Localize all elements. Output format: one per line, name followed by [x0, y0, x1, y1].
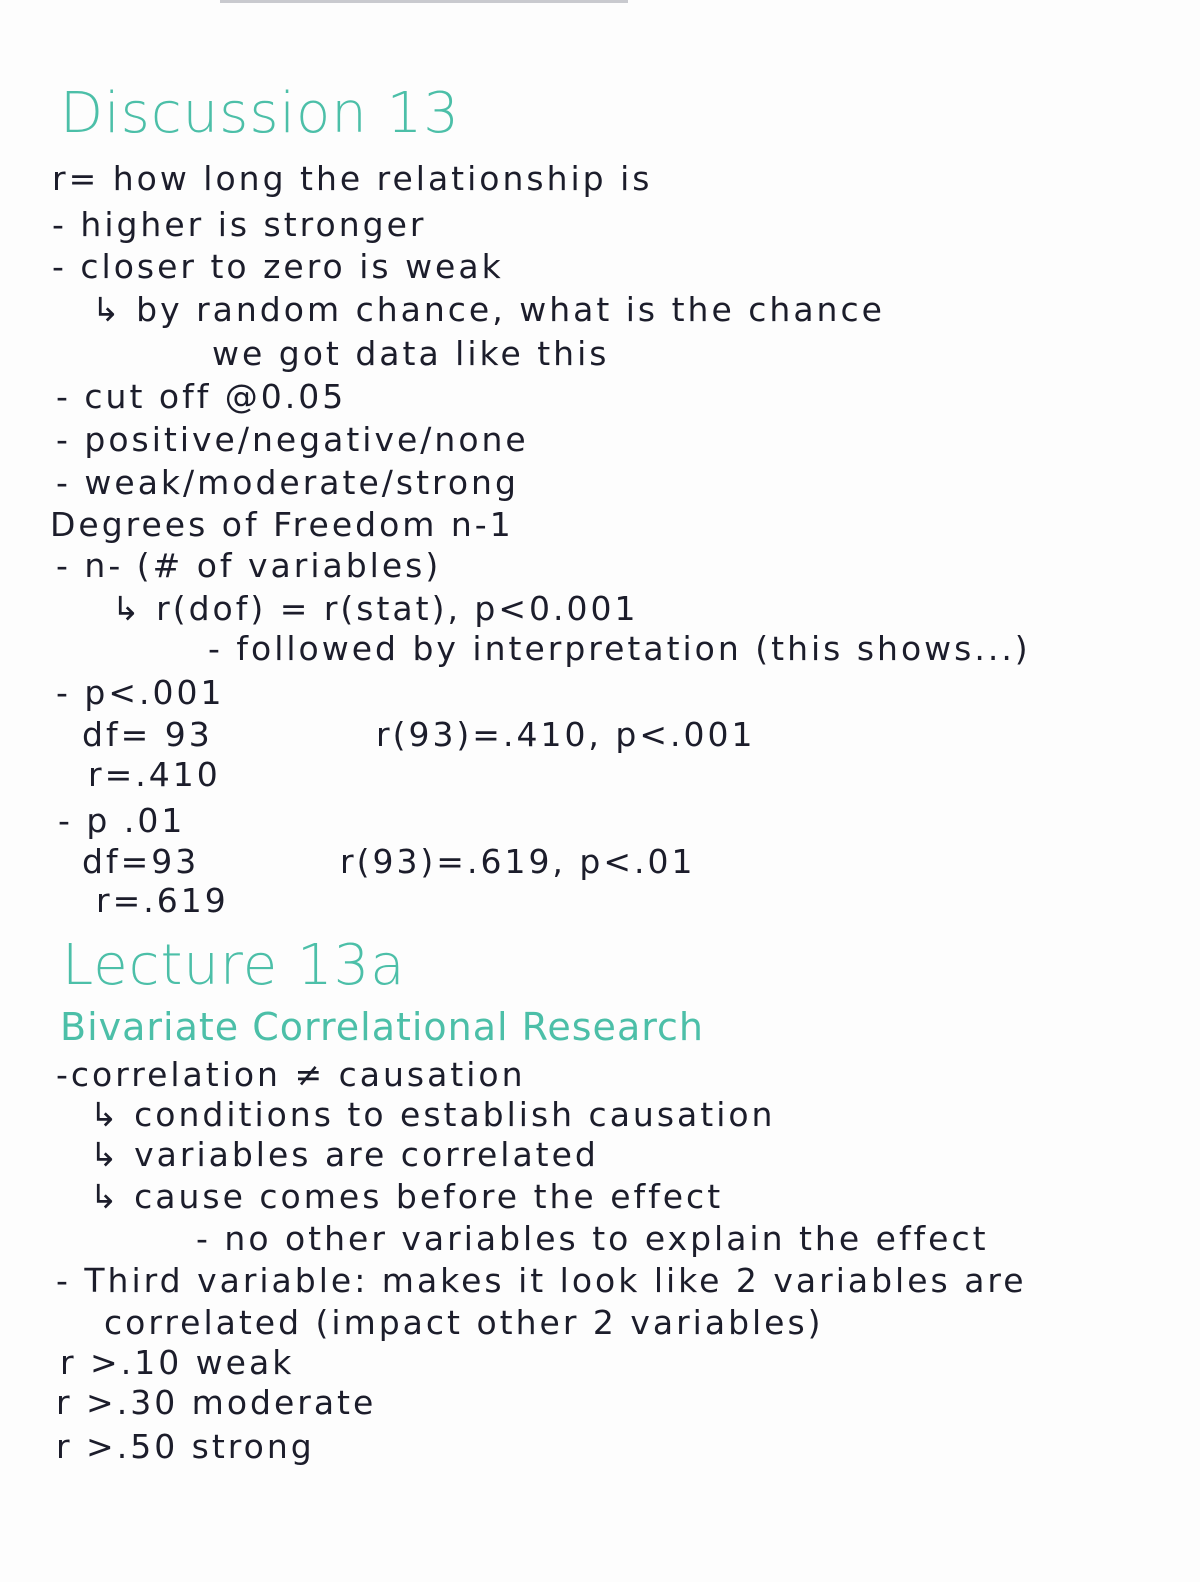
- note-line: correlated (impact other 2 variables): [104, 1303, 824, 1342]
- note-line: - cut off @0.05: [56, 377, 347, 416]
- note-line: ↳ r(dof) = r(stat), p<0.001: [112, 589, 639, 628]
- note-line: r >.50 strong: [56, 1427, 315, 1466]
- note-line: - Third variable: makes it look like 2 variables are: [56, 1261, 1027, 1300]
- note-line: - p .01: [58, 801, 186, 840]
- note-line: we got data like this: [212, 334, 610, 373]
- note-line: - positive/negative/none: [56, 420, 529, 459]
- note-line: r=.410: [88, 755, 221, 794]
- note-line: -correlation ≠ causation: [56, 1055, 526, 1094]
- note-line: Degrees of Freedom n-1: [50, 505, 514, 544]
- scan-edge-line: [220, 0, 628, 3]
- note-line: - weak/moderate/strong: [56, 463, 519, 502]
- note-line: - n- (# of variables): [56, 546, 442, 585]
- discussion-heading: Discussion 13: [60, 81, 460, 146]
- note-line: r >.30 moderate: [56, 1383, 377, 1422]
- note-line: ↳ conditions to establish causation: [90, 1095, 776, 1134]
- note-line: r= how long the relationship is: [52, 159, 653, 198]
- note-line: - followed by interpretation (this shows...): [208, 629, 1031, 668]
- note-line: r=.619: [96, 881, 229, 920]
- note-line: - closer to zero is weak: [52, 247, 504, 286]
- lecture-subheading: Bivariate Correlational Research: [60, 1005, 704, 1049]
- note-line: df= 93: [82, 715, 213, 754]
- note-line: ↳ by random chance, what is the chance: [92, 290, 885, 329]
- formatted-result: r(93)=.410, p<.001: [376, 715, 756, 754]
- lecture-heading: Lecture 13a: [62, 933, 406, 998]
- note-line: df=93: [82, 842, 200, 881]
- note-line: - higher is stronger: [52, 205, 427, 244]
- formatted-result: r(93)=.619, p<.01: [340, 842, 696, 881]
- note-line: - p<.001: [56, 673, 225, 712]
- note-line: r >.10 weak: [60, 1343, 295, 1382]
- note-line: - no other variables to explain the effect: [196, 1219, 989, 1258]
- note-line: ↳ cause comes before the effect: [90, 1177, 724, 1216]
- note-line: ↳ variables are correlated: [90, 1135, 599, 1174]
